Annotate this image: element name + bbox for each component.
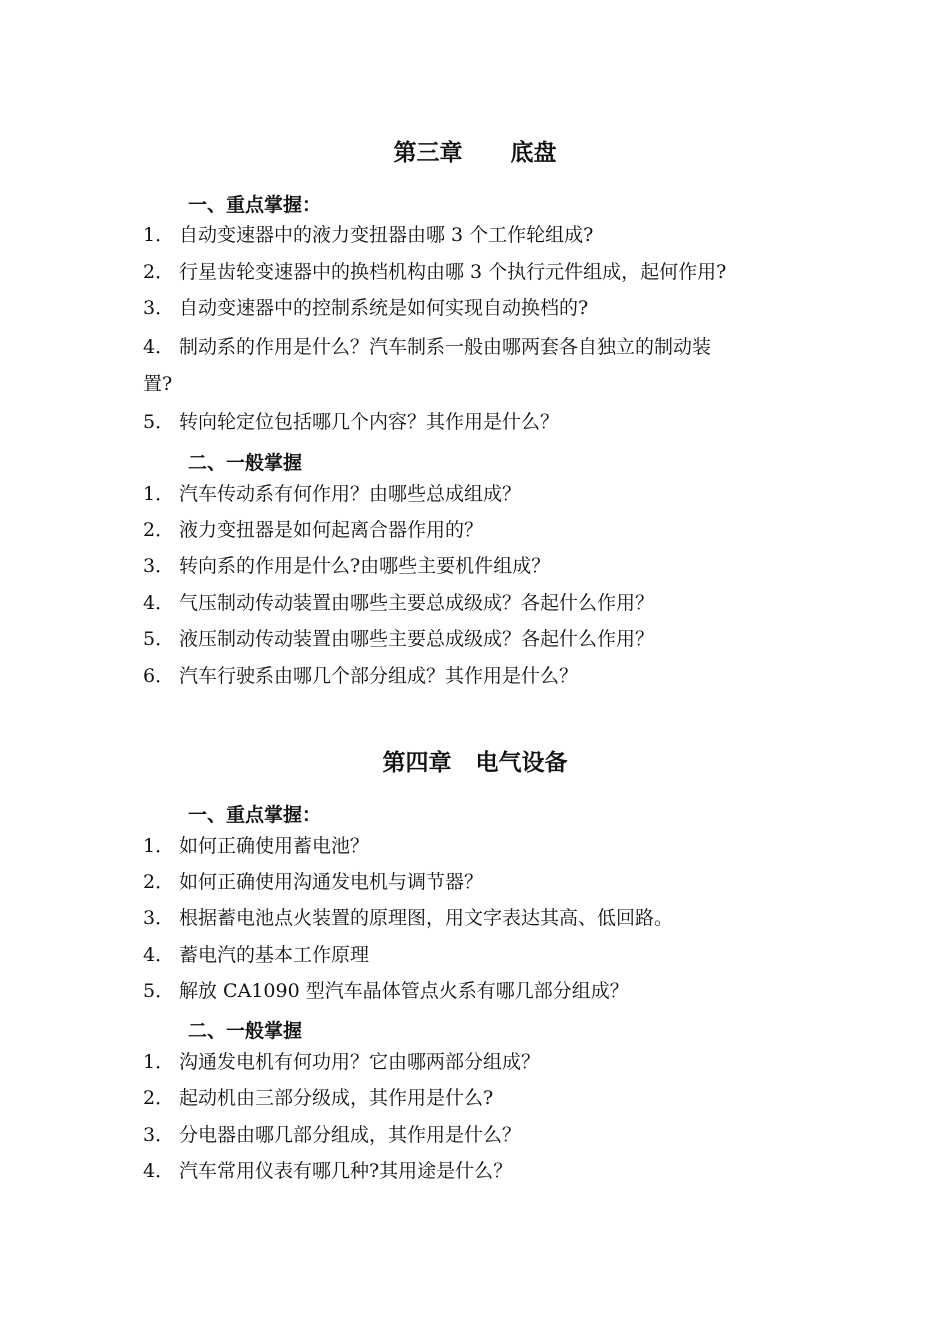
list-item [143, 548, 823, 584]
list-item [143, 658, 823, 694]
item-text: 沟通发电机有何功用？它由哪两部分组成？ [179, 1051, 541, 1073]
list-item [143, 621, 823, 657]
item-number: 4． [143, 1160, 175, 1182]
list-item [143, 217, 823, 253]
item-text: 液压制动传动装置由哪些主要总成级成？各起什么作用？ [179, 628, 655, 650]
list-item [143, 1153, 823, 1189]
list-item [143, 1044, 823, 1080]
item-number: 2． [143, 871, 175, 893]
list-item [143, 512, 823, 548]
item-text: 如何正确使用蓄电池？ [179, 835, 370, 857]
item-number: 2． [143, 519, 175, 541]
list-item-continuation [143, 366, 823, 402]
item-text: 气压制动传动装置由哪些主要总成级成？各起什么作用？ [179, 592, 655, 614]
item-text: 自动变速器中的控制系统是如何实现自动换档的? [179, 297, 589, 319]
chapter-4-title: 第四章 电气设备 [382, 750, 568, 776]
item-number: 1． [143, 224, 175, 246]
list-item [143, 585, 823, 621]
item-text: 分电器由哪几部分组成，其作用是什么？ [179, 1124, 522, 1146]
item-number: 2． [143, 261, 175, 283]
item-text: 自动变速器中的液力变扭器由哪 3 个工作轮组成? [179, 224, 594, 246]
item-number: 4． [143, 592, 175, 614]
item-number: 4． [143, 336, 175, 358]
item-number: 1． [143, 835, 175, 857]
list-item [143, 254, 823, 290]
list-item [143, 937, 823, 973]
item-number: 5． [143, 628, 175, 650]
item-text: 解放 CA1090 型汽车晶体管点火系有哪几部分组成？ [179, 980, 629, 1002]
list-item [143, 864, 823, 900]
item-number: 3． [143, 555, 175, 577]
chapter-3-key-heading: 一、重点掌握： [188, 194, 322, 216]
item-text: 如何正确使用沟通发电机与调节器？ [179, 871, 484, 893]
list-item [143, 973, 823, 1009]
item-number: 1． [143, 1051, 175, 1073]
chapter-3-title: 第三章 底盘 [393, 140, 557, 166]
item-number: 6． [143, 665, 175, 687]
item-number: 5． [143, 411, 175, 433]
item-text: 液力变扭器是如何起离合器作用的？ [179, 519, 484, 541]
item-text: 行星齿轮变速器中的换档机构由哪 3 个执行元件组成，起何作用? [179, 261, 727, 283]
list-item [143, 1117, 823, 1153]
item-text: 制动系的作用是什么？汽车制系一般由哪两套各自独立的制动装 [179, 336, 712, 358]
list-item [143, 290, 823, 326]
item-number: 3． [143, 1124, 175, 1146]
item-text: 汽车常用仪表有哪几种?其用途是什么？ [179, 1160, 513, 1182]
item-number: 5． [143, 980, 175, 1002]
item-text: 根据蓄电池点火装置的原理图，用文字表达其高、低回路。 [179, 907, 674, 929]
list-item [143, 900, 823, 936]
list-item [143, 476, 823, 512]
list-item [143, 329, 823, 365]
chapter-3-general-heading: 二、一般掌握 [188, 452, 303, 474]
item-text: 蓄电汽的基本工作原理 [179, 944, 370, 966]
item-text: 转向轮定位包括哪几个内容？其作用是什么？ [179, 411, 560, 433]
item-text: 汽车传动系有何作用？由哪些总成组成？ [179, 483, 522, 505]
chapter-4-key-heading: 一、重点掌握： [188, 804, 322, 826]
item-number: 3． [143, 297, 175, 319]
item-number: 4． [143, 944, 175, 966]
item-text: 起动机由三部分级成，其作用是什么? [179, 1087, 494, 1109]
item-number: 1． [143, 483, 175, 505]
item-text: 转向系的作用是什么?由哪些主要机件组成？ [179, 555, 551, 577]
item-number: 2． [143, 1087, 175, 1109]
item-text: 置? [143, 373, 173, 395]
list-item [143, 1080, 823, 1116]
list-item [143, 828, 823, 864]
list-item [143, 404, 823, 440]
item-text: 汽车行驶系由哪几个部分组成？其作用是什么？ [179, 665, 579, 687]
item-number: 3． [143, 907, 175, 929]
chapter-4-general-heading: 二、一般掌握 [188, 1020, 303, 1042]
